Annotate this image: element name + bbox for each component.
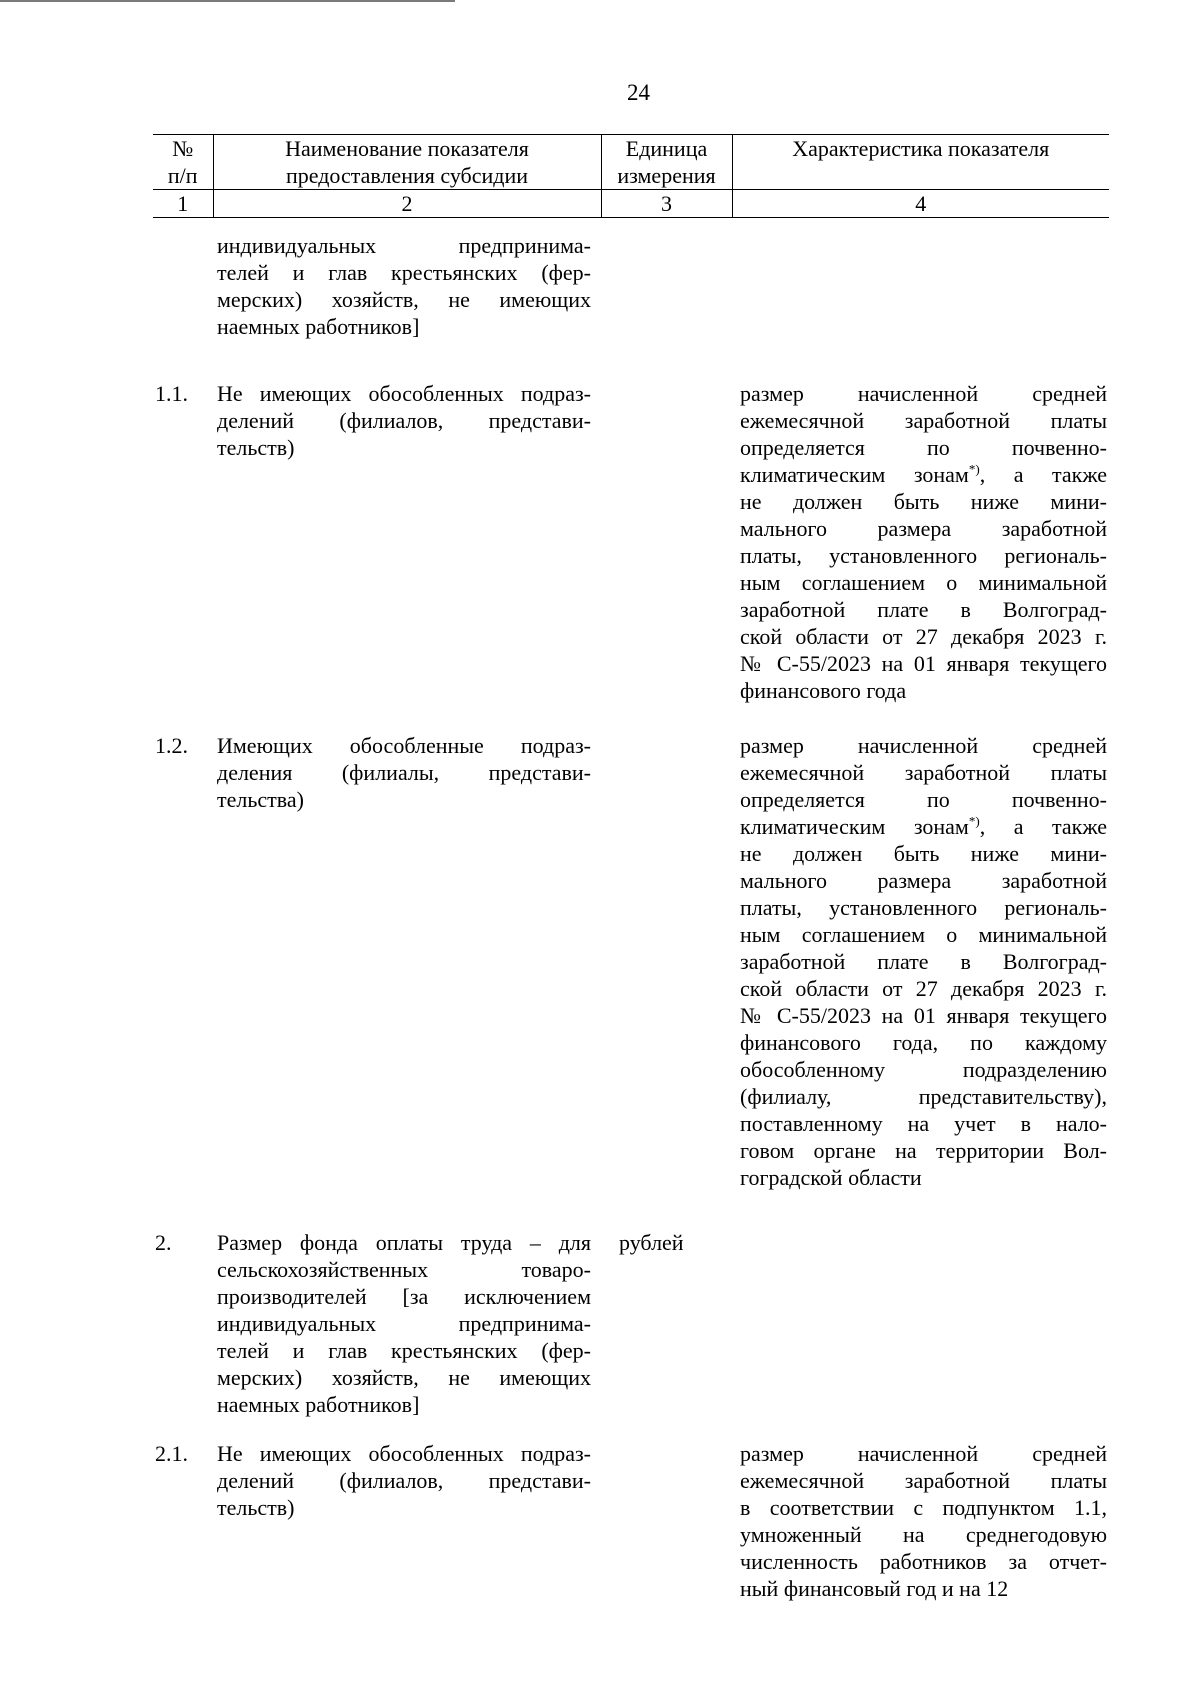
text-line: заработной плате в Волгоград- xyxy=(740,949,1107,974)
unit-of-measure xyxy=(601,218,732,353)
text-line: тельств) xyxy=(217,1495,295,1520)
text-line: делений (филиалов, представи- xyxy=(217,408,591,433)
text-line: Имеющих обособленные подраз- xyxy=(217,733,591,758)
text-line: ской области от 27 декабря 2023 г. xyxy=(740,624,1107,649)
text-line: тельства) xyxy=(217,787,304,812)
text-line: заработной плате в Волгоград- xyxy=(740,597,1107,622)
text-line: гоградской области xyxy=(740,1165,922,1190)
indicator-name xyxy=(213,704,601,1191)
text-line: Не имеющих обособленных подраз- xyxy=(217,1441,591,1466)
text-line: ежемесячной заработной платы xyxy=(740,408,1107,433)
text-line: в соответствии с подпунктом 1.1, xyxy=(740,1495,1107,1520)
text-line: индивидуальных предпринима- xyxy=(217,1311,591,1336)
text-line: ежемесячной заработной платы xyxy=(740,760,1107,785)
table-header-row xyxy=(153,135,1109,190)
text-line: (филиалу, представительству), xyxy=(740,1084,1107,1109)
text-line: ской области от 27 декабря 2023 г. xyxy=(740,976,1107,1001)
text-line: финансового года xyxy=(740,678,907,703)
indicator-table xyxy=(153,134,1109,1602)
text-line: Не имеющих обособленных подраз- xyxy=(217,381,591,406)
text-line: мерских) хозяйств, не имеющих xyxy=(217,1365,591,1390)
text-line: делений (филиалов, представи- xyxy=(217,1468,591,1493)
indicator-characteristic xyxy=(732,1418,1109,1602)
scan-edge-line xyxy=(0,0,455,2)
indicator-name xyxy=(213,218,601,353)
row-number: 1.2. xyxy=(155,733,188,758)
text-line: размер начисленной средней xyxy=(740,1441,1107,1466)
text-line: финансового года, по каждому xyxy=(740,1030,1107,1055)
text-line: сельскохозяйственных товаро- xyxy=(217,1257,591,1282)
indicator-characteristic xyxy=(732,704,1109,1191)
text-line: климатическим зонам*), а также xyxy=(740,461,1107,487)
page-number: 24 xyxy=(627,80,650,105)
text-line: мального размера заработной xyxy=(740,516,1107,541)
table-row xyxy=(153,1418,1109,1602)
row-spacer xyxy=(153,1191,1109,1201)
text-line: № С-55/2023 на 01 января текущего xyxy=(740,651,1107,676)
text-line: размер начисленной средней xyxy=(740,733,1107,758)
row-number: 1.1. xyxy=(155,381,188,406)
text-line: мального размера заработной xyxy=(740,868,1107,893)
row-number: 2. xyxy=(155,1230,172,1255)
column-number-row xyxy=(153,190,1109,218)
text-line: обособленному подразделению xyxy=(740,1057,1107,1082)
column-number: 3 xyxy=(601,190,732,218)
header-unit: Единица измерения xyxy=(601,135,732,190)
indicator-name xyxy=(213,1201,601,1418)
text-line: мерских) хозяйств, не имеющих xyxy=(217,287,591,312)
indicator-name xyxy=(213,352,601,704)
column-number: 1 xyxy=(153,190,213,218)
unit-of-measure: рублей xyxy=(619,1230,684,1255)
table-row xyxy=(153,1201,1109,1418)
table-row xyxy=(153,218,1109,353)
indicator-characteristic xyxy=(732,1201,1109,1418)
indicator-characteristic xyxy=(732,218,1109,353)
indicator-characteristic xyxy=(732,352,1109,704)
text-line: № С-55/2023 на 01 января текущего xyxy=(740,1003,1107,1028)
unit-of-measure xyxy=(601,352,732,704)
text-line: индивидуальных предпринима- xyxy=(217,233,591,258)
unit-of-measure xyxy=(601,1418,732,1602)
unit-of-measure xyxy=(601,704,732,1191)
text-line: ным соглашением о минимальной xyxy=(740,922,1107,947)
text-line: наемных работников] xyxy=(217,1392,420,1417)
table-body xyxy=(153,218,1109,1603)
text-line: определяется по почвенно- xyxy=(740,787,1107,812)
text-line: численность работников за отчет- xyxy=(740,1549,1107,1574)
text-line: Размер фонда оплаты труда – для xyxy=(217,1230,591,1255)
table-row xyxy=(153,352,1109,704)
text-line: ным соглашением о минимальной xyxy=(740,570,1107,595)
header-indicator-name: Наименование показателя предоставления субсидии xyxy=(213,135,601,190)
row-number: 2.1. xyxy=(155,1441,188,1466)
text-line: умноженный на среднегодовую xyxy=(740,1522,1107,1547)
table-row xyxy=(153,704,1109,1191)
text-line: ный финансовый год и на 12 xyxy=(740,1576,1009,1601)
text-line: тельств) xyxy=(217,435,295,460)
text-line: телей и глав крестьянских (фер- xyxy=(217,260,591,285)
text-line: климатическим зонам*), а также xyxy=(740,813,1107,839)
row-number xyxy=(153,218,213,353)
text-line: не должен быть ниже мини- xyxy=(740,841,1107,866)
text-line: производителей [за исключением xyxy=(217,1284,591,1309)
text-line: определяется по почвенно- xyxy=(740,435,1107,460)
text-line: телей и глав крестьянских (фер- xyxy=(217,1338,591,1363)
text-line: говом органе на территории Вол- xyxy=(740,1138,1107,1163)
header-characteristic: Характеристика показателя xyxy=(732,135,1109,190)
text-line: платы, установленного региональ- xyxy=(740,895,1107,920)
text-line: размер начисленной средней xyxy=(740,381,1107,406)
indicator-name xyxy=(213,1418,601,1602)
header-number: № п/п xyxy=(153,135,213,190)
text-line: поставленному на учет в нало- xyxy=(740,1111,1107,1136)
text-line: наемных работников] xyxy=(217,314,420,339)
text-line: платы, установленного региональ- xyxy=(740,543,1107,568)
text-line: ежемесячной заработной платы xyxy=(740,1468,1107,1493)
text-line: деления (филиалы, представи- xyxy=(217,760,591,785)
column-number: 4 xyxy=(732,190,1109,218)
column-number: 2 xyxy=(213,190,601,218)
text-line: не должен быть ниже мини- xyxy=(740,489,1107,514)
